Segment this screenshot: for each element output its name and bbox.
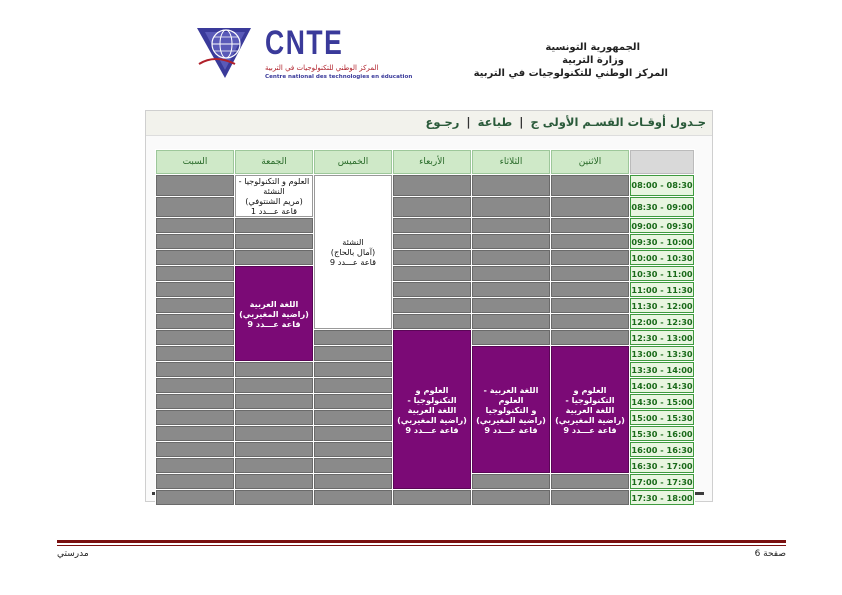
empty-slot-cell bbox=[314, 378, 392, 393]
day-header: الاثنين bbox=[551, 150, 629, 174]
session-text-line: النشئة bbox=[263, 186, 285, 196]
empty-slot-cell bbox=[393, 218, 471, 233]
header-line-ministry: وزارة التربية bbox=[562, 55, 624, 66]
session-cell[interactable] bbox=[472, 346, 550, 473]
empty-slot-cell bbox=[393, 282, 471, 297]
empty-slot-cell bbox=[235, 378, 313, 393]
time-slot-label: 17:30 - 17:00 bbox=[630, 474, 694, 489]
institution-header bbox=[474, 41, 668, 80]
empty-slot-cell bbox=[551, 474, 629, 489]
time-slot-label: 12:30 - 12:00 bbox=[630, 314, 694, 329]
time-slot-label: 13:00 - 12:30 bbox=[630, 330, 694, 345]
empty-slot-cell bbox=[551, 175, 629, 196]
header-line-center: المركز الوطني للتكنولوجيات في التربية bbox=[473, 68, 668, 79]
empty-slot-cell bbox=[156, 330, 234, 345]
session-text-line: اللغة العربية - العلوم bbox=[483, 384, 539, 405]
time-slot-label: 09:30 - 09:00 bbox=[630, 218, 694, 233]
empty-slot-cell bbox=[314, 362, 392, 377]
toolbar-separator: | bbox=[466, 115, 471, 129]
empty-slot-cell bbox=[156, 197, 234, 218]
empty-slot-cell bbox=[472, 197, 550, 218]
back-link[interactable]: رجـوع bbox=[425, 115, 460, 129]
session-text-line: قاعة عـــدد 1 bbox=[250, 206, 298, 216]
empty-slot-cell bbox=[156, 346, 234, 361]
session-text-line: (راضية المغيربي) bbox=[476, 414, 546, 425]
empty-slot-cell bbox=[472, 175, 550, 196]
empty-slot-cell bbox=[156, 410, 234, 425]
empty-slot-cell bbox=[156, 458, 234, 473]
empty-slot-cell bbox=[551, 218, 629, 233]
footer-site-label: مدرستي bbox=[57, 549, 89, 559]
empty-slot-cell bbox=[472, 330, 550, 345]
day-header-row bbox=[156, 150, 694, 174]
page-number: صفحة 6 bbox=[754, 549, 786, 559]
session-text-line: و التكنولوجيا bbox=[485, 404, 537, 415]
toolbar-separator: | bbox=[519, 115, 524, 129]
toolbar bbox=[146, 111, 712, 136]
empty-slot-cell bbox=[472, 282, 550, 297]
empty-slot-cell bbox=[156, 490, 234, 505]
footer-rule-thick bbox=[57, 540, 786, 543]
time-slot-row bbox=[156, 490, 694, 505]
empty-slot-cell bbox=[472, 266, 550, 281]
empty-slot-cell bbox=[393, 490, 471, 505]
empty-slot-cell bbox=[235, 250, 313, 265]
empty-slot-cell bbox=[235, 442, 313, 457]
time-slot-row bbox=[156, 175, 694, 196]
empty-slot-cell bbox=[156, 218, 234, 233]
time-slot-label: 15:00 - 14:30 bbox=[630, 394, 694, 409]
time-column-header bbox=[630, 150, 694, 174]
session-text-line: قاعة عـــدد 9 bbox=[329, 257, 377, 267]
time-slot-label: 16:30 - 16:00 bbox=[630, 442, 694, 457]
session-text-line: العلوم و التكنولوجيا - bbox=[407, 384, 457, 405]
empty-slot-cell bbox=[472, 298, 550, 313]
empty-slot-cell bbox=[551, 234, 629, 249]
session-text-line: قاعة عـــدد 9 bbox=[563, 424, 617, 435]
empty-slot-cell bbox=[235, 474, 313, 489]
empty-slot-cell bbox=[156, 442, 234, 457]
empty-slot-cell bbox=[156, 394, 234, 409]
empty-slot-cell bbox=[156, 234, 234, 249]
empty-slot-cell bbox=[472, 234, 550, 249]
empty-slot-cell bbox=[314, 490, 392, 505]
time-slot-label: 10:30 - 10:00 bbox=[630, 250, 694, 265]
time-slot-label: 11:30 - 11:00 bbox=[630, 282, 694, 297]
day-header: الجمعة bbox=[235, 150, 313, 174]
empty-slot-cell bbox=[156, 250, 234, 265]
session-text-line: اللغة العربية bbox=[407, 404, 457, 415]
time-slot-row bbox=[156, 266, 694, 281]
empty-slot-cell bbox=[156, 282, 234, 297]
time-slot-label: 18:00 - 17:30 bbox=[630, 490, 694, 505]
session-cell[interactable] bbox=[235, 175, 313, 217]
empty-slot-cell bbox=[472, 250, 550, 265]
timetable-body bbox=[156, 175, 694, 505]
time-slot-label: 12:00 - 11:30 bbox=[630, 298, 694, 313]
session-cell[interactable] bbox=[551, 346, 629, 473]
empty-slot-cell bbox=[156, 175, 234, 196]
day-header: الأربعاء bbox=[393, 150, 471, 174]
session-text-line: اللغة العربية bbox=[565, 404, 615, 415]
empty-slot-cell bbox=[156, 298, 234, 313]
empty-slot-cell bbox=[235, 458, 313, 473]
empty-slot-cell bbox=[551, 330, 629, 345]
time-slot-row bbox=[156, 218, 694, 233]
empty-slot-cell bbox=[235, 410, 313, 425]
empty-slot-cell bbox=[551, 298, 629, 313]
globe-logo-icon bbox=[195, 24, 253, 80]
toolbar-links bbox=[425, 115, 706, 129]
empty-slot-cell bbox=[551, 490, 629, 505]
day-header: الثلاثاء bbox=[472, 150, 550, 174]
empty-slot-cell bbox=[314, 442, 392, 457]
toolbar-title: جـدول أوقـات القسـم الأولى ج bbox=[530, 115, 706, 129]
time-slot-label: 17:00 - 16:30 bbox=[630, 458, 694, 473]
empty-slot-cell bbox=[156, 378, 234, 393]
empty-slot-cell bbox=[393, 266, 471, 281]
time-slot-label: 14:30 - 14:00 bbox=[630, 378, 694, 393]
time-slot-label: 08:30 - 08:00 bbox=[630, 175, 694, 196]
time-slot-label: 13:30 - 13:00 bbox=[630, 346, 694, 361]
time-slot-label: 15:30 - 15:00 bbox=[630, 410, 694, 425]
empty-slot-cell bbox=[156, 314, 234, 329]
empty-slot-cell bbox=[235, 234, 313, 249]
session-text-line: (راضية المغيربي) bbox=[555, 414, 625, 425]
empty-slot-cell bbox=[393, 175, 471, 196]
session-text-line: (آمال بالحاج) bbox=[330, 247, 376, 257]
empty-slot-cell bbox=[551, 197, 629, 218]
session-cell[interactable] bbox=[314, 175, 392, 329]
cnte-logo bbox=[195, 24, 413, 82]
empty-slot-cell bbox=[156, 362, 234, 377]
empty-slot-cell bbox=[393, 197, 471, 218]
empty-slot-cell bbox=[551, 266, 629, 281]
empty-slot-cell bbox=[314, 346, 392, 361]
logo-title: CNTE bbox=[265, 24, 344, 62]
empty-slot-cell bbox=[156, 474, 234, 489]
empty-slot-cell bbox=[314, 426, 392, 441]
session-text-line: قاعة عـــدد 9 bbox=[484, 424, 538, 435]
empty-slot-cell bbox=[235, 218, 313, 233]
session-cell[interactable] bbox=[235, 266, 313, 361]
session-cell[interactable] bbox=[393, 330, 471, 489]
empty-slot-cell bbox=[472, 490, 550, 505]
logo-subtitle-fr: Centre national des technologies en éducation bbox=[265, 74, 413, 80]
empty-slot-cell bbox=[314, 474, 392, 489]
logo-subtitle-ar: المركز الوطني للتكنولوجيات في التربية bbox=[265, 64, 379, 72]
session-text-line: العلوم و التكنولوجيا - bbox=[238, 176, 310, 186]
empty-slot-cell bbox=[393, 234, 471, 249]
time-slot-label: 10:00 - 09:30 bbox=[630, 234, 694, 249]
session-text-line: النشئة bbox=[342, 237, 364, 247]
empty-slot-cell bbox=[235, 426, 313, 441]
empty-slot-cell bbox=[393, 298, 471, 313]
print-link[interactable]: طباعة bbox=[477, 115, 513, 129]
timetable-grid bbox=[155, 149, 695, 506]
empty-slot-cell bbox=[551, 250, 629, 265]
day-header: السبت bbox=[156, 150, 234, 174]
empty-slot-cell bbox=[314, 394, 392, 409]
time-slot-label: 16:00 - 15:30 bbox=[630, 426, 694, 441]
session-text-line: العلوم و التكنولوجيا - bbox=[565, 384, 615, 405]
empty-slot-cell bbox=[235, 394, 313, 409]
empty-slot-cell bbox=[235, 362, 313, 377]
header-line-republic: الجمهورية التونسية bbox=[545, 42, 640, 53]
empty-slot-cell bbox=[472, 218, 550, 233]
session-text-line: قاعة عـــدد 9 bbox=[247, 318, 301, 329]
empty-slot-cell bbox=[314, 410, 392, 425]
empty-slot-cell bbox=[551, 314, 629, 329]
time-slot-row bbox=[156, 234, 694, 249]
empty-slot-cell bbox=[393, 314, 471, 329]
empty-slot-cell bbox=[314, 330, 392, 345]
empty-slot-cell bbox=[551, 282, 629, 297]
empty-slot-cell bbox=[156, 426, 234, 441]
empty-slot-cell bbox=[156, 266, 234, 281]
empty-slot-cell bbox=[472, 474, 550, 489]
empty-slot-cell bbox=[235, 490, 313, 505]
footer-rule-thin bbox=[57, 545, 786, 546]
session-text-line: اللغة العربية bbox=[249, 298, 299, 309]
time-slot-label: 09:00 - 08:30 bbox=[630, 197, 694, 218]
session-text-line: (مريم الشنتوفي) bbox=[245, 196, 303, 206]
session-text-line: (راضية المغيربي) bbox=[239, 308, 309, 319]
time-slot-row bbox=[156, 250, 694, 265]
time-slot-label: 11:00 - 10:30 bbox=[630, 266, 694, 281]
session-text-line: قاعة عـــدد 9 bbox=[405, 424, 459, 435]
empty-slot-cell bbox=[314, 458, 392, 473]
session-text-line: (راضية المغيربي) bbox=[397, 414, 467, 425]
empty-slot-cell bbox=[393, 250, 471, 265]
day-header: الخميس bbox=[314, 150, 392, 174]
time-slot-label: 14:00 - 13:30 bbox=[630, 362, 694, 377]
empty-slot-cell bbox=[472, 314, 550, 329]
